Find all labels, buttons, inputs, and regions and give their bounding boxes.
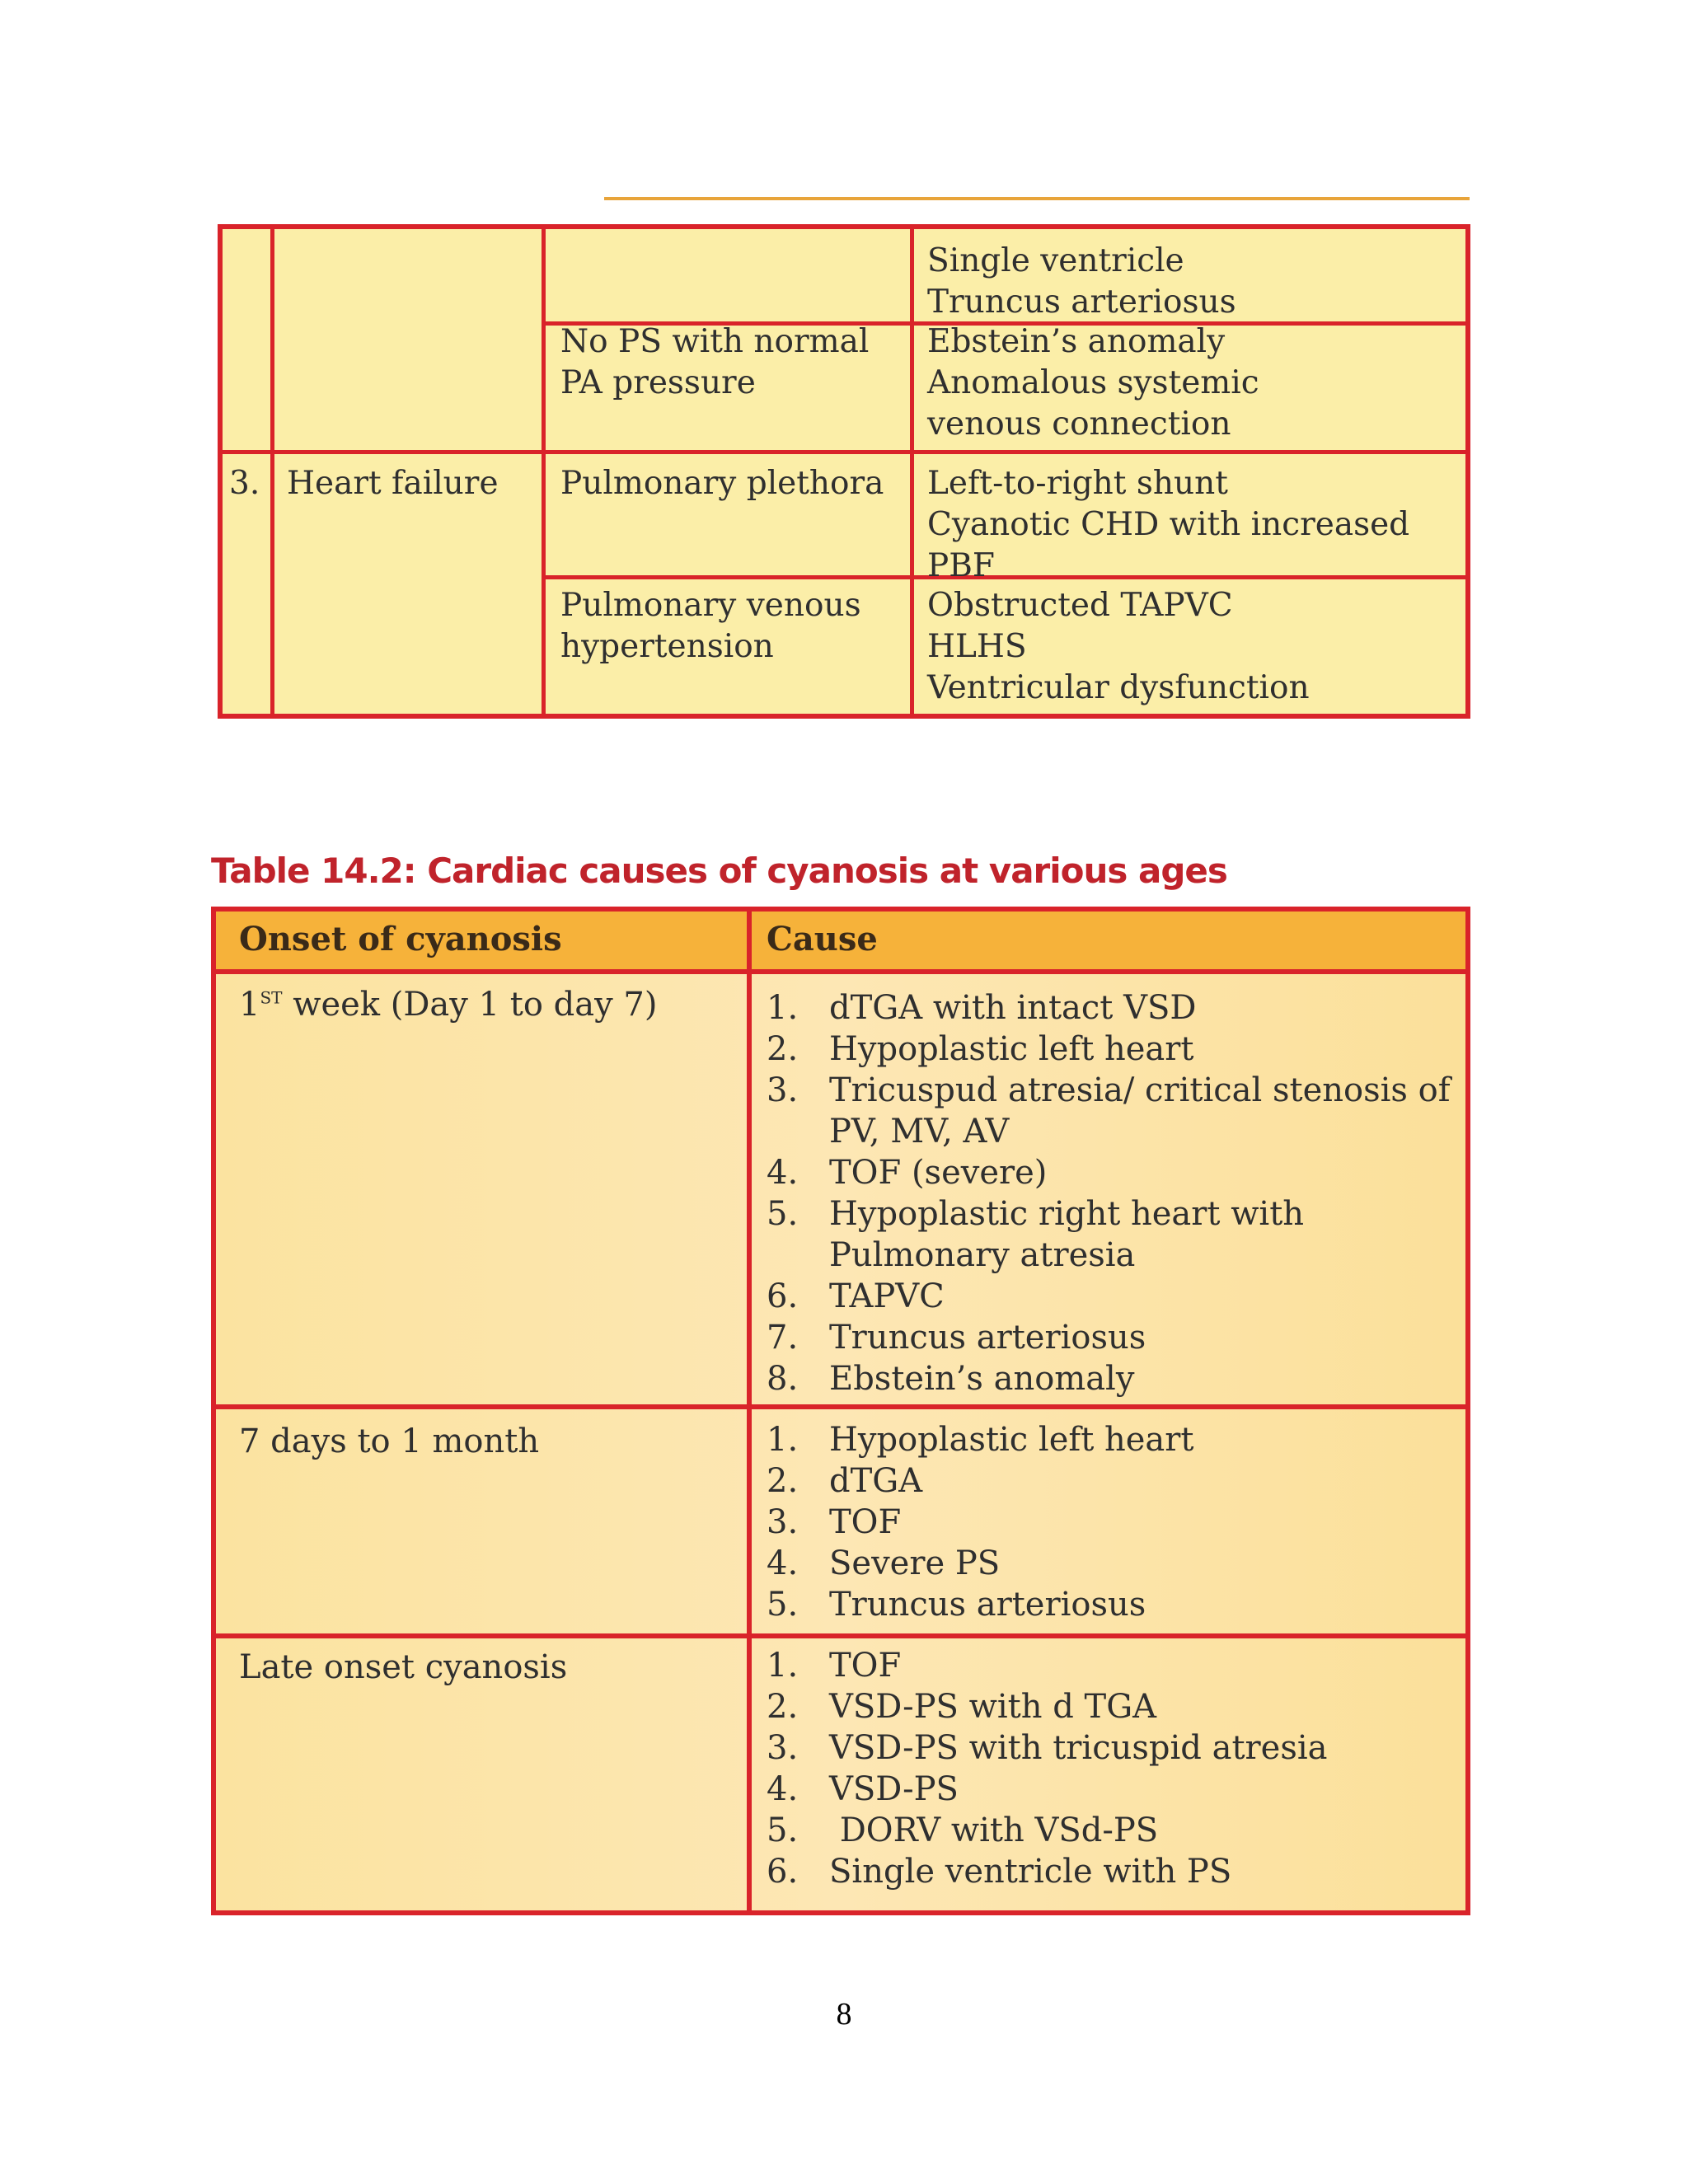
finding-line: hypertension: [560, 628, 774, 665]
list-item: [767, 1152, 1451, 1193]
item-number: 1.: [767, 1421, 799, 1459]
item-number: 6.: [767, 1853, 799, 1891]
presentation-cell: Heart failure: [287, 465, 499, 502]
finding-line: PA pressure: [560, 364, 756, 401]
finding-line: Pulmonary venous: [560, 587, 861, 624]
onset-text: 1: [239, 986, 260, 1024]
column-divider: [910, 229, 914, 714]
cause-cell: [927, 321, 1259, 445]
cause-list: [767, 1645, 1328, 1892]
list-item: [767, 987, 1451, 1029]
item-text: TAPVC: [829, 1277, 945, 1315]
item-number: 5.: [767, 1195, 799, 1233]
header-cause: Cause: [767, 920, 878, 958]
item-number: 7.: [767, 1319, 799, 1357]
cause-list: [767, 987, 1451, 1399]
item-number: 5.: [767, 1811, 799, 1849]
row-divider: [216, 1404, 1465, 1409]
cause-line: Obstructed TAPVC: [927, 587, 1233, 624]
cyanosis-causes-table: [211, 907, 1470, 1915]
onset-text: week (Day 1 to day 7): [282, 986, 658, 1024]
finding-cell: [560, 585, 861, 668]
item-number: 4.: [767, 1770, 799, 1808]
list-item: [767, 1851, 1328, 1892]
cause-cell: [927, 585, 1310, 709]
item-text: Truncus arteriosus: [829, 1586, 1146, 1624]
item-number: 2.: [767, 1462, 799, 1500]
cause-line: Ebstein’s anomaly: [927, 323, 1226, 360]
item-text: Single ventricle with PS: [829, 1853, 1232, 1891]
item-number: 3.: [767, 1729, 799, 1767]
onset-cell: [239, 986, 657, 1024]
item-number: 4.: [767, 1544, 799, 1582]
list-item: [767, 1070, 1451, 1152]
list-item: [767, 1502, 1193, 1543]
top-rule: [604, 197, 1470, 200]
item-text: Severe PS: [829, 1544, 1001, 1582]
cause-line: PBF: [927, 547, 995, 584]
list-item: [767, 1460, 1193, 1502]
list-item: [767, 1419, 1193, 1460]
onset-superscript: ST: [260, 987, 283, 1008]
column-divider: [747, 912, 752, 1910]
item-text-line: PV, MV, AV: [829, 1113, 1010, 1151]
item-number: 2.: [767, 1688, 799, 1726]
item-number: 1.: [767, 1647, 799, 1685]
cause-cell: [927, 241, 1236, 323]
cause-line: venous connection: [927, 405, 1231, 443]
item-number: 5.: [767, 1586, 799, 1624]
item-number: 3.: [767, 1503, 799, 1541]
list-item: [767, 1317, 1451, 1358]
page-number: 8: [836, 1997, 852, 2032]
cause-line: Cyanotic CHD with increased: [927, 506, 1410, 543]
list-item: [767, 1769, 1328, 1810]
item-text: DORV with VSd-PS: [829, 1811, 1159, 1849]
cause-line: HLHS: [927, 628, 1027, 665]
item-text-line: Hypoplastic right heart with: [829, 1195, 1305, 1233]
finding-cell: [560, 321, 869, 404]
row-divider: [216, 1633, 1465, 1638]
header-onset: Onset of cyanosis: [239, 920, 562, 958]
cause-line: Ventricular dysfunction: [927, 669, 1310, 706]
list-item: [767, 1276, 1451, 1317]
column-divider: [542, 229, 546, 714]
finding-cell: [560, 463, 884, 504]
table-caption: Table 14.2: Cardiac causes of cyanosis at various ages: [211, 851, 1227, 891]
list-item: [767, 1029, 1451, 1070]
item-text: Ebstein’s anomaly: [829, 1360, 1135, 1398]
item-text: VSD-PS with d TGA: [829, 1688, 1157, 1726]
item-number: 1.: [767, 989, 799, 1027]
list-item: [767, 1358, 1451, 1399]
cause-line: Truncus arteriosus: [927, 284, 1236, 321]
differential-table-continued: [218, 224, 1470, 719]
item-number: 3.: [767, 1071, 799, 1109]
finding-line: Pulmonary plethora: [560, 465, 884, 502]
item-text: Truncus arteriosus: [829, 1319, 1146, 1357]
item-text: TOF: [829, 1647, 902, 1685]
item-number: 4.: [767, 1154, 799, 1192]
item-text: Hypoplastic left heart: [829, 1421, 1194, 1459]
item-text-line: Pulmonary atresia: [829, 1236, 1136, 1274]
cause-list: [767, 1419, 1193, 1625]
row-number: 3.: [229, 465, 260, 502]
item-text: VSD-PS with tricuspid atresia: [829, 1729, 1328, 1767]
item-text-line: Tricuspud atresia/ critical stenosis of: [829, 1071, 1451, 1109]
item-text: dTGA with intact VSD: [829, 989, 1197, 1027]
list-item: [767, 1727, 1328, 1769]
cause-cell: [927, 463, 1409, 587]
item-text: TOF (severe): [829, 1154, 1048, 1192]
list-item: [767, 1543, 1193, 1584]
cause-line: Single ventricle: [927, 242, 1184, 279]
onset-cell: 7 days to 1 month: [239, 1422, 540, 1460]
item-text: [829, 1070, 1451, 1152]
item-text: [829, 1193, 1304, 1276]
onset-cell: Late onset cyanosis: [239, 1648, 568, 1686]
item-text: dTGA: [829, 1462, 923, 1500]
item-text: VSD-PS: [829, 1770, 959, 1808]
list-item: [767, 1686, 1328, 1727]
item-text: TOF: [829, 1503, 902, 1541]
item-number: 8.: [767, 1360, 799, 1398]
column-divider: [270, 229, 274, 714]
list-item: [767, 1193, 1451, 1276]
list-item: [767, 1810, 1328, 1851]
finding-line: No PS with normal: [560, 323, 870, 360]
item-number: 2.: [767, 1030, 799, 1068]
cause-line: Left-to-right shunt: [927, 465, 1228, 502]
list-item: [767, 1584, 1193, 1625]
row-divider: [223, 450, 1465, 454]
item-text: Hypoplastic left heart: [829, 1030, 1194, 1068]
table-header-row: [216, 912, 1465, 974]
cause-line: Anomalous systemic: [927, 364, 1259, 401]
item-number: 6.: [767, 1277, 799, 1315]
list-item: [767, 1645, 1328, 1686]
